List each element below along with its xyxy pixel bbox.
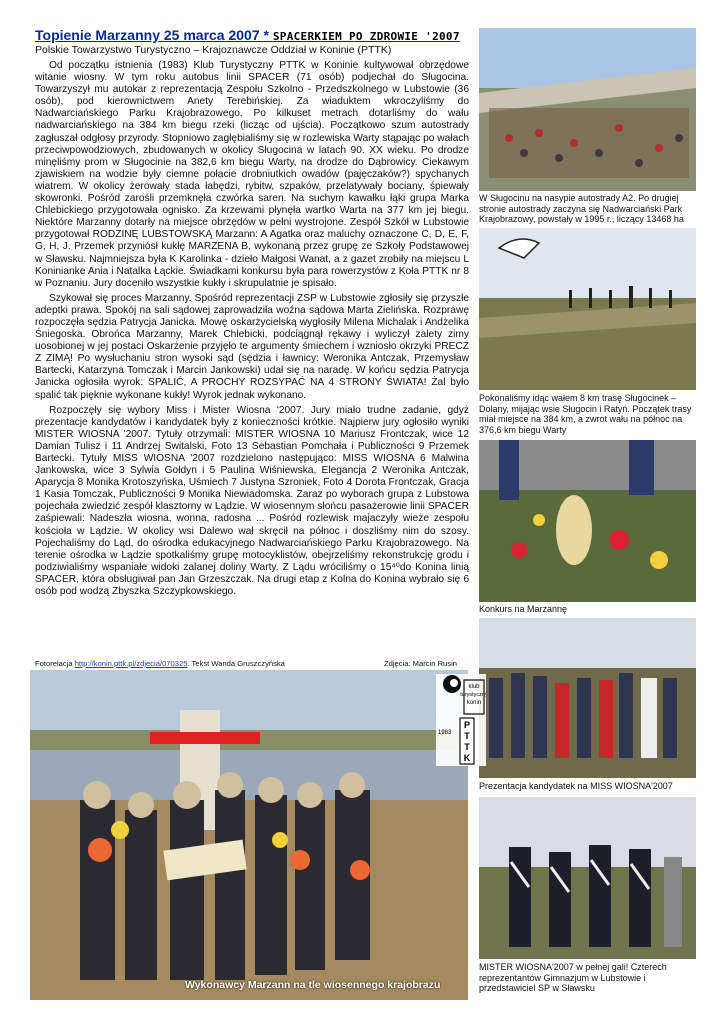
- caption-5: MISTER WIOSNA'2007 w pełnej gali! Czterech reprezentantów Gimnazjum w Lubstowie i przedstawiciel SP w Sławsku: [479, 962, 667, 993]
- photo-highway-embankment: [479, 28, 696, 191]
- logo-line2: turystyczny: [460, 692, 486, 698]
- photo-mister-candidates: [479, 797, 696, 959]
- photo-levee-walk: [479, 228, 696, 390]
- article-title: [35, 27, 460, 43]
- paragraph-1: Od początku istnienia (1983) Klub Turystyczny PTTK w Koninie kultywował obrzędowe witanie wiosny. W tym roku autobus linii SPACER (71 osób) podjechał do Sługocina. Towarzyszył mu autokar z reprezentacją Zespołu Szkolno - Przedszkolnego w Lubstowie (36 osób), pod kierownictwem Anety Terebińskiej. Za wiaduktem wkroczyliśmy do Nadwarciańskiego Parku Krajobrazowego. Po kilkuset metrach dotarliśmy do wału nadwarciańskiego na 384 km biegu rzeki (licząc od ujścia). Początkowo szum autostrady zagłuszał odgłosy przyrody. Stopniowo zagłębialiśmy się w rozlewiska Warty stąpając po wałach przeciwpowodziowych, zbudowanych w okolicy Sługocina w latach 90. XX wieku. Po drodze minęliśmy prom w Sługocinie na 382,6 km biegu Warty, na drodze do Dąbrowicy. Ciekawym zjawiskiem na wodzie były ciemne połacie drobniutkich owadów (pajęczaków?) spychanych wiatrem. W okolicy żerowały stada łabędzi, rybitw, szpaków, przelatywały bociany, śpiewały skowronki. Pośród zarośli przemknęła czwórka saren. Na suchym kawałku łąki grupa Marka Chlebickiego przygotowała ognisko. Za krzewami płynęła wartko Warta na 377 km jej biegu. Niektóre Marzanny dotarły na miejsce obrzędów w pełni wystrojone. Zespół Szkół w Lubstowie przygotował RODZINĘ LUBSTOWSKĄ Marzann: A Agatka oraz maluchy oznaczone C, D, E, F, G, H, J. Przemek przyniósł kukłę MARZENA B, wykonaną przez grupę ze Szkoły Podstawowej w Sławsku. Najmniejsza była K Karolinka - dzieło Małgosi Wanat, a z gazet zrobiły na miejscu L Koninianke Ania i Natalka Łąckie. Świadkami konkursu była para rowerzystów z Koła PTTK nr 8 w Poznaniu. Jury doceniło wszystkie kukły i skrupulatnie je spisało.: [35, 60, 469, 289]
- credits-suffix: . Tekst Wanda Gruszczyńska: [187, 659, 285, 668]
- caption-3: Konkurs na Marzannę: [479, 604, 568, 614]
- caption-4: Prezentacja kandydatek na MISS WIOSNA'2007: [479, 781, 673, 791]
- logo-year: 1983: [438, 730, 452, 736]
- article-subtitle: Polskie Towarzystwo Turystyczno – Krajoznawcze Oddział w Koninie (PTTK): [35, 44, 392, 56]
- title-tag: SPACERKIEM PO ZDROWIE '2007: [272, 30, 460, 43]
- credits-prefix: Fotorelacja: [35, 659, 73, 668]
- article-body: [35, 60, 469, 601]
- paragraph-3: Rozpoczęły się wybory Miss i Mister Wiosna '2007. Jury miało trudne zadanie, gdyż prezentacje kandydatów i kandydatek były z konieczności krótkie. Najpierw jury ogłosiło wyniki MISTER WIOSNA '2007. Tytuły otrzymali: MISTER WIOSNA 10 Mariusz Frontczak, wice 12 Damian Tulisz i 11 Andrzej Switalski, Foto 13 Sebastian Pomchała i Publiczności 9 Przemek Bartecki. Tytuły MISS WIOSNA '2007 rozdzielono następująco: MISS WIOSNA 6 Malwina Jankowska, wice 3 Sylwia Gołdyn i 5 Paulina Wiśniewska, Elegancja 2 Weronika Antczak, Aparycja 8 Monika Krotoszyńska, Uśmiech 7 Justyna Szroniek, Foto 4 Dorota Frontczak, Gracja 1 Kasia Tomczak, Publiczności 9 Monika Niewiadomska. Zaraz po wyborach grupa z Lubstowa pojechała zwiedzić zespół klasztorny w Lądzie. W wiosennym słońcu pasażerowie linii SPACER zaśpiewali: Nadeszła wiosna, wonna, radosna ... Pośród rozlewisk majaczyły wieże zespołu kościoła w Lądzie. W okolicy wsi Dalewo wał skręcił na północ i doszliśmy nim do szosy. Pojechaliśmy do Ląd, do ośrodka edukacyjnego Nadwarciańskiego Parku Krajobrazowego. Na terenie ośrodka w Lądzie spotkaliśmy grupę motocyklistów, obejrzeliśmy rekonstrukcję grodu i podziwialiśmy wspaniałe widoki zalanej doliny Warty. Z Lądu wróciliśmy o 15⁴⁰do Konina linią SPACER, która obsługiwał pan Jan Grzeszczak. Na drugi etap z Kolna do Konina wybrało się 6 osób pod wodzą Zbyszka Szczypkowskiego.: [35, 404, 469, 598]
- svg-text:T: T: [464, 742, 470, 752]
- caption-bottom: Wykonawcy Marzann na tle wiosennego krajobrazu: [185, 979, 441, 991]
- logo-line1: klub: [468, 684, 480, 690]
- svg-text:T: T: [464, 731, 470, 741]
- logo-line3: konin: [466, 700, 482, 706]
- caption-1: W Sługocinu na nasypie autostrady A2. Po drugiej stronie autostrady zaczyna się Nadwarciański Park Krajobrazowy, powstały w 1995 r., liczący 13468 ha: [479, 193, 684, 224]
- photo-miss-candidates: [479, 618, 696, 778]
- caption-2: Pokonaliśmy idąc wałem 8 km trasę Sługocinek – Dolany, mijając wsie Sługocin i Ratyń. Początek trasy miał miejsce na 384 km, a zwrot wału na północ na 376,6 km biegu Warty: [479, 393, 692, 435]
- paragraph-2: Szykował się proces Marzanny. Spośród reprezentacji ZSP w Lubstowie zgłosiły się przyszłe adeptki prawa. Spokój na sali sądowej zaprowadziła woźna sądowa Marta Zielińska. Rozprawę rozpoczęła sędzia Patrycja Janicka. Mowę oskarżycielską wygłosiły Milena Michalak i Andżelika Śniegoska. Obrońca Marzanny, Marek Chlebicki, podciągnął rękawy i wyliczył zalety zimy uosobionej w jej postaci Oskarżenie przyjęło te argumenty śmiechem i wzniosło okrzyki PRECZ Z ZIMĄ! Po wysłuchaniu stron wysoki sąd (sędzia i ławnicy: Weronika Antczak, Przemysław Bartecki, Katarzyna Tomczak i Marcin Jankowski) udał się na naradę. W końcu sędzia Patrycja Janicka ogłosiła wyrok: SPALIĆ, A PROCHY ROZSYPAĆ NA 4 STRONY ŚWIATA! Żal było spalić tak pięknie wykonane kukły! Wyrok jednak wykonano.: [35, 292, 469, 401]
- svg-text:K: K: [463, 753, 471, 763]
- photo-marzanna-contest: [479, 440, 696, 602]
- svg-text:P: P: [463, 720, 471, 730]
- photo-credit: Zdjęcia: Marcin Rusin: [383, 659, 457, 668]
- gallery-link[interactable]: http://konin.pttk.pl/zdjecia/070325: [74, 659, 188, 668]
- pttk-logo: [436, 674, 486, 766]
- title-main: Topienie Marzanny 25 marca 2007 *: [35, 27, 269, 43]
- credits-line: [35, 659, 469, 668]
- photo-marzanna-makers: [30, 670, 471, 1000]
